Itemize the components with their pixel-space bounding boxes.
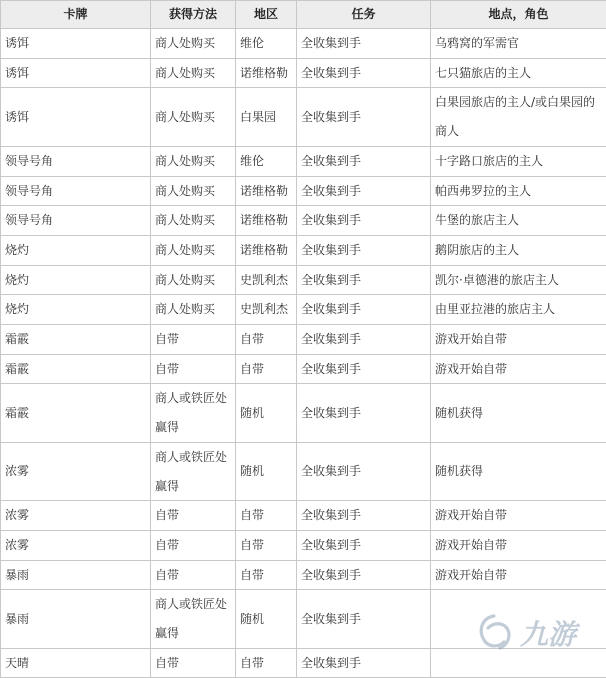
cell-location: 随机获得 bbox=[431, 442, 606, 500]
table-row bbox=[1, 354, 606, 384]
cell-region: 诺维格勒 bbox=[236, 58, 297, 88]
cell-card: 领导号角 bbox=[1, 176, 151, 206]
cell-quest: 全收集到手 bbox=[297, 295, 431, 325]
cell-method: 商人处购买 bbox=[151, 235, 236, 265]
cell-method: 商人处购买 bbox=[151, 265, 236, 295]
cell-quest: 全收集到手 bbox=[297, 206, 431, 236]
cell-location: 鹅阴旅店的主人 bbox=[431, 235, 606, 265]
cell-location: 随机获得 bbox=[431, 384, 606, 442]
cell-location: 凯尔·卓德港的旅店主人 bbox=[431, 265, 606, 295]
cell-card: 霜霰 bbox=[1, 325, 151, 355]
cell-card: 领导号角 bbox=[1, 206, 151, 236]
table-row bbox=[1, 325, 606, 355]
header-method: 获得方法 bbox=[151, 1, 236, 29]
cell-region: 维伦 bbox=[236, 146, 297, 176]
cell-quest: 全收集到手 bbox=[297, 442, 431, 500]
cell-region: 随机 bbox=[236, 590, 297, 648]
cell-method: 商人处购买 bbox=[151, 58, 236, 88]
cell-region: 自带 bbox=[236, 648, 297, 678]
cell-method: 商人或铁匠处赢得 bbox=[151, 442, 236, 500]
cell-location: 七只猫旅店的主人 bbox=[431, 58, 606, 88]
header-region: 地区 bbox=[236, 1, 297, 29]
cell-quest: 全收集到手 bbox=[297, 590, 431, 648]
table-row bbox=[1, 235, 606, 265]
table-row bbox=[1, 530, 606, 560]
table-row bbox=[1, 265, 606, 295]
cell-card: 诱饵 bbox=[1, 58, 151, 88]
cell-method: 商人或铁匠处赢得 bbox=[151, 590, 236, 648]
table-row bbox=[1, 442, 606, 500]
table-row bbox=[1, 176, 606, 206]
cell-quest: 全收集到手 bbox=[297, 501, 431, 531]
table-row bbox=[1, 58, 606, 88]
table-row bbox=[1, 560, 606, 590]
cell-region: 随机 bbox=[236, 384, 297, 442]
cell-region: 自带 bbox=[236, 325, 297, 355]
header-row bbox=[1, 1, 606, 29]
table-row bbox=[1, 146, 606, 176]
cell-method: 自带 bbox=[151, 648, 236, 678]
cell-region: 自带 bbox=[236, 501, 297, 531]
cell-card: 烧灼 bbox=[1, 235, 151, 265]
cell-method: 商人处购买 bbox=[151, 146, 236, 176]
cell-location: 游戏开始自带 bbox=[431, 325, 606, 355]
cell-method: 自带 bbox=[151, 325, 236, 355]
cell-region: 诺维格勒 bbox=[236, 176, 297, 206]
cell-card: 暴雨 bbox=[1, 560, 151, 590]
cell-quest: 全收集到手 bbox=[297, 354, 431, 384]
watermark-text: 九游 bbox=[520, 618, 581, 651]
table-row bbox=[1, 501, 606, 531]
cell-region: 自带 bbox=[236, 530, 297, 560]
cell-quest: 全收集到手 bbox=[297, 29, 431, 59]
cell-method: 自带 bbox=[151, 530, 236, 560]
cell-quest: 全收集到手 bbox=[297, 146, 431, 176]
cell-quest: 全收集到手 bbox=[297, 530, 431, 560]
cell-location bbox=[431, 648, 606, 678]
cell-location: 帕西弗罗拉的主人 bbox=[431, 176, 606, 206]
cell-quest: 全收集到手 bbox=[297, 176, 431, 206]
cell-quest: 全收集到手 bbox=[297, 325, 431, 355]
cell-region: 诺维格勒 bbox=[236, 206, 297, 236]
cell-region: 史凯利杰 bbox=[236, 265, 297, 295]
cell-method: 商人处购买 bbox=[151, 295, 236, 325]
table-row bbox=[1, 384, 606, 442]
header-location: 地点，角色 bbox=[431, 1, 606, 29]
cell-location: 游戏开始自带 bbox=[431, 354, 606, 384]
cell-quest: 全收集到手 bbox=[297, 235, 431, 265]
cell-method: 商人处购买 bbox=[151, 176, 236, 206]
cell-location bbox=[431, 590, 606, 648]
cell-region: 自带 bbox=[236, 354, 297, 384]
cell-method: 商人处购买 bbox=[151, 29, 236, 59]
cell-location: 游戏开始自带 bbox=[431, 501, 606, 531]
cell-card: 领导号角 bbox=[1, 146, 151, 176]
cell-card: 浓雾 bbox=[1, 501, 151, 531]
cell-card: 诱饵 bbox=[1, 29, 151, 59]
table-row bbox=[1, 295, 606, 325]
cell-card: 霜霰 bbox=[1, 354, 151, 384]
table-row bbox=[1, 590, 606, 648]
table-row bbox=[1, 29, 606, 59]
cell-region: 史凯利杰 bbox=[236, 295, 297, 325]
cell-location: 白果园旅店的主人/或白果园的商人 bbox=[431, 88, 606, 146]
cell-card: 烧灼 bbox=[1, 265, 151, 295]
cell-location: 十字路口旅店的主人 bbox=[431, 146, 606, 176]
cell-location: 游戏开始自带 bbox=[431, 530, 606, 560]
cell-location: 由里亚拉港的旅店主人 bbox=[431, 295, 606, 325]
cell-quest: 全收集到手 bbox=[297, 265, 431, 295]
cell-card: 诱饵 bbox=[1, 88, 151, 146]
cell-quest: 全收集到手 bbox=[297, 384, 431, 442]
table-row bbox=[1, 206, 606, 236]
cell-quest: 全收集到手 bbox=[297, 88, 431, 146]
cell-card: 天晴 bbox=[1, 648, 151, 678]
cell-region: 随机 bbox=[236, 442, 297, 500]
cell-location: 牛堡的旅店主人 bbox=[431, 206, 606, 236]
cell-region: 自带 bbox=[236, 560, 297, 590]
cell-card: 烧灼 bbox=[1, 295, 151, 325]
cell-method: 商人或铁匠处赢得 bbox=[151, 384, 236, 442]
cell-method: 自带 bbox=[151, 354, 236, 384]
cell-region: 维伦 bbox=[236, 29, 297, 59]
cell-location: 游戏开始自带 bbox=[431, 560, 606, 590]
cell-region: 诺维格勒 bbox=[236, 235, 297, 265]
cell-card: 霜霰 bbox=[1, 384, 151, 442]
cell-region: 白果园 bbox=[236, 88, 297, 146]
cell-quest: 全收集到手 bbox=[297, 648, 431, 678]
cell-quest: 全收集到手 bbox=[297, 560, 431, 590]
cell-method: 商人处购买 bbox=[151, 88, 236, 146]
cell-card: 暴雨 bbox=[1, 590, 151, 648]
table-row bbox=[1, 648, 606, 678]
cell-method: 自带 bbox=[151, 501, 236, 531]
header-quest: 任务 bbox=[297, 1, 431, 29]
cell-method: 自带 bbox=[151, 560, 236, 590]
table-row bbox=[1, 88, 606, 146]
cell-method: 商人处购买 bbox=[151, 206, 236, 236]
cell-quest: 全收集到手 bbox=[297, 58, 431, 88]
cell-card: 浓雾 bbox=[1, 530, 151, 560]
header-card: 卡牌 bbox=[1, 1, 151, 29]
cell-location: 乌鸦窝的军需官 bbox=[431, 29, 606, 59]
cell-card: 浓雾 bbox=[1, 442, 151, 500]
